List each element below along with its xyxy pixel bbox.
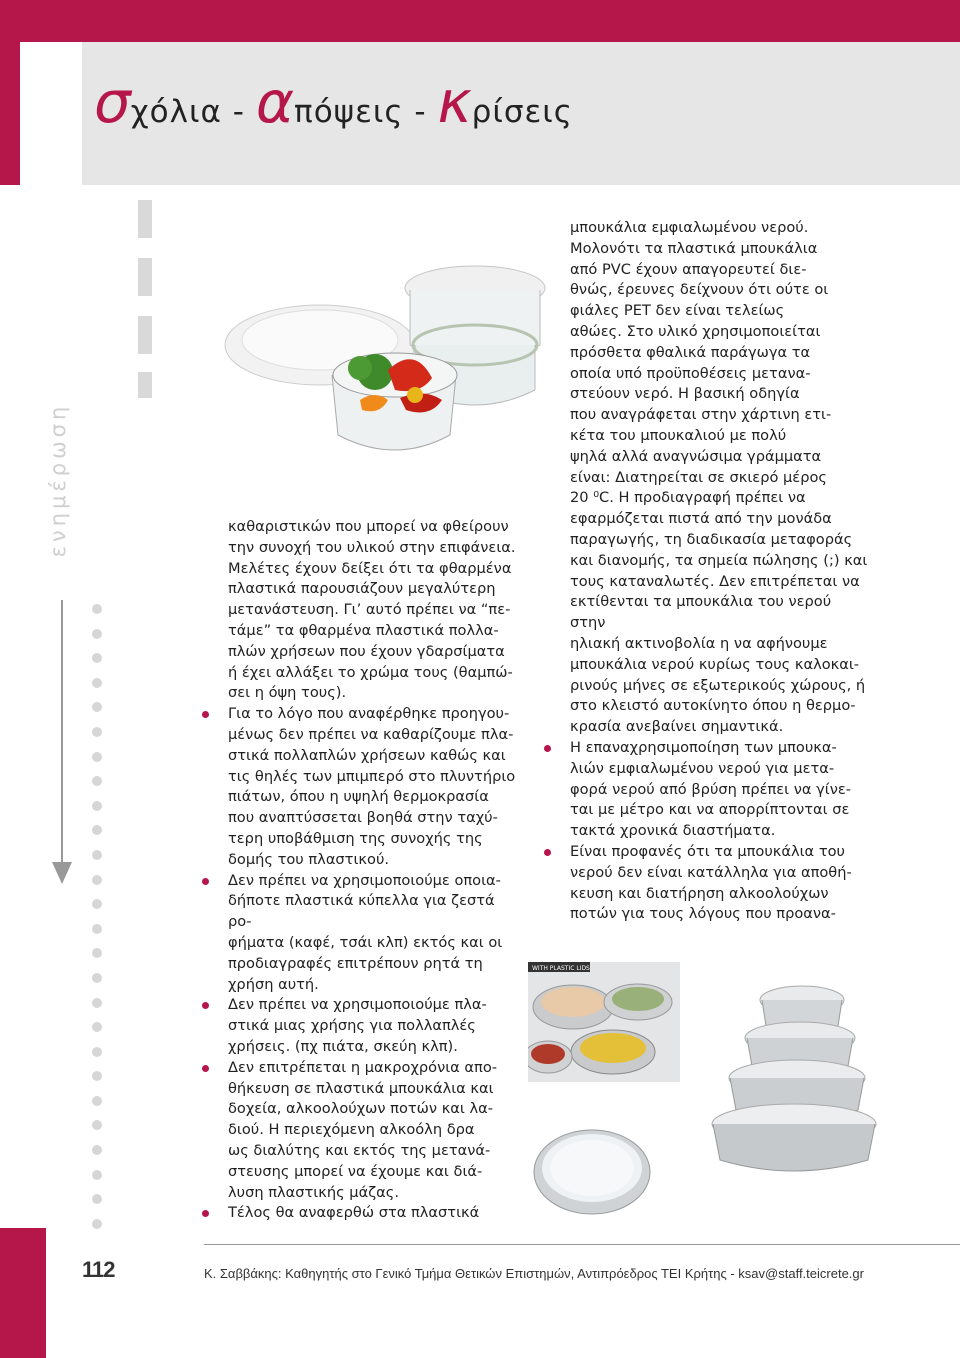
title-rest-3: ρίσεις [471,94,573,130]
bullet-icon [202,1210,209,1217]
text-line: στεύουν νερό. Η βασική οδηγία [570,385,800,403]
bullet-item [228,1203,520,1224]
text-line: στικά πολλαπλών χρήσεων καθώς και [228,746,506,764]
text-line: Μολονότι τα πλαστικά μπουκάλια [570,239,818,257]
decorative-dot [92,801,102,811]
top-accent-band [0,0,960,42]
right-bullet-list [570,738,870,925]
text-line: φορά νερού από βρύση πρέπει να γίνε- [570,780,852,798]
text-line: στο κλειστό αυτοκίνητο όπου η θερμο- [570,697,856,715]
decorative-dash [138,316,152,354]
down-arrow-line [61,600,63,868]
decorative-dot-column [92,604,118,1243]
text-line: την συνοχή του υλικού στην επιφάνεια. [228,538,516,556]
text-line: διού. Η περιεχόμενη αλκοόλη δρα [228,1121,475,1139]
page-title [94,68,573,136]
decorative-dot [92,850,102,860]
text-line: εκτίθενται τα μπουκάλια του νερού στην [570,593,832,632]
text-line: στευσης μπορεί να έχουμε και διά- [228,1162,483,1180]
text-line: τις θηλές των μπιμπερό στο πλυντήριο [228,767,516,785]
text-line: κρασία ανεβαίνει σημαντικά. [570,718,784,736]
text-line: δοχεία, αλκοολούχων ποτών και λα- [228,1100,494,1118]
text-line: από PVC έχουν απαγορευτεί διε- [570,260,807,278]
text-line: εφαρμόζεται πιστά από την μονάδα [570,510,832,528]
section-label-vertical: ενημέρωση [46,402,70,558]
text-line: καθαριστικών που μπορεί να φθείρουν [228,518,509,535]
text-line: Για το λόγο που αναφέρθηκε προηγου- [228,705,510,723]
text-line: Δεν πρέπει να χρησιμοποιούμε οποια- [228,871,501,889]
text-line: χρήσεις. (πχ πιάτα, σκεύη κλπ). [228,1037,458,1055]
footer-divider [204,1244,960,1245]
text-line: δομής του πλαστικού. [228,850,390,868]
steel-bowls-food-photo [528,962,680,1082]
footer-credit: Κ. Σαββάκης: Καθηγητής στο Γενικό Τμήμα Θετικών Επιστημών, Αντιπρόεδρος ΤΕΙ Κρήτης - ksav@staff.teicrete.gr [204,1266,864,1281]
text-line: Τέλος θα αναφερθώ στα πλαστικά [228,1204,480,1222]
bullet-icon [202,1065,209,1072]
text-line: τακτά χρονικά διαστήματα. [570,822,776,840]
decorative-dot [92,899,102,909]
text-line: πλών χρήσεων που έχουν γδαρσίματα [228,642,505,660]
decorative-dot [92,629,102,639]
text-line: ται με μέτρο και να απορρίπτονται σε [570,801,850,819]
bullet-item [228,871,520,996]
page-number: 112 [82,1257,115,1282]
left-accent-block [0,42,20,185]
text-line: φήματα (καφέ, τσάι κλπ) εκτός και οι [228,933,503,951]
text-line: προδιαγραφές επιτρέπουν ρητά τη [228,954,483,972]
text-line: χρήση αυτή. [228,975,319,993]
decorative-dot [92,825,102,835]
text-line: αθώες. Στο υλικό χρησιμοποιείται [570,322,821,340]
bullet-icon [544,745,551,752]
text-line: ρινούς μήνες σε εξωτερικούς χώρους, ή [570,676,866,694]
text-line: που αναγράφεται στην χάρτινη ετι- [570,406,832,424]
decorative-dot [92,1194,102,1204]
bullet-item [228,1058,520,1204]
text-line: Η επαναχρησιμοποίηση των μπουκα- [570,738,837,756]
text-line: Δεν πρέπει να χρησιμοποιούμε πλα- [228,996,487,1014]
text-line: ή έχει αλλάξει το χρώμα τους (θαμπώ- [228,663,513,681]
left-intro-paragraph [228,517,520,704]
bullet-icon [202,878,209,885]
text-line: οποία υπό προϋποθέσεις μετανα- [570,364,811,382]
text-line: νερού δεν είναι κατάλληλα για αποθή- [570,863,852,881]
decorative-dot [92,1120,102,1130]
bullet-item [570,842,870,925]
text-line: πρόσθετα φθαλικά παράγωγα τα [570,343,811,361]
bullet-item [228,995,520,1057]
text-line: κευση και διατήρηση αλκοολούχων [570,884,829,902]
text-line: πιάτων, όπου η υψηλή θερμοκρασία [228,788,489,806]
decorative-dot [92,998,102,1008]
decorative-dot [92,924,102,934]
text-line: μένως δεν πρέπει να καθαρίζουμε πλα- [228,725,514,743]
decorative-dot [92,653,102,663]
text-line: θήκευση σε πλαστικά μπουκάλια και [228,1079,494,1097]
title-initial-2: α [255,68,295,136]
title-initial-1: σ [94,68,131,136]
text-line: τερη υποβάθμιση της συνοχής της [228,829,483,847]
text-line: ως διαλύτης και εκτός της μετανά- [228,1141,491,1159]
bullet-icon [544,849,551,856]
text-line: μπουκάλια νερού κυρίως τους καλοκαι- [570,655,860,673]
text-line: 20 ⁰C. Η προδιαγραφή πρέπει να [570,489,806,507]
photo-label: WITH PLASTIC LIDS [532,965,590,972]
bullet-icon [202,1002,209,1009]
decorative-dot [92,1047,102,1057]
decorative-dot [92,1219,102,1229]
decorative-dot [92,948,102,958]
text-line: μπουκάλια εμφιαλωμένου νερού. [570,219,809,236]
text-line: λυση πλαστικής μάζας. [228,1183,399,1201]
right-text-column [570,218,870,925]
decorative-dot [92,1071,102,1081]
bullet-item [570,738,870,842]
text-line: Δεν επιτρέπεται η μακροχρόνια απο- [228,1058,498,1076]
text-line: Μελέτες έχουν δείξει ότι τα φθαρμένα [228,559,512,577]
text-line: τάμε” τα φθαρμένα πλαστικά πολλα- [228,621,499,639]
text-line: στικά μιας χρήσης για πολλαπλές [228,1017,476,1035]
text-line: παραγωγής, τη διαδικασία μεταφοράς [570,530,853,548]
decorative-dot [92,702,102,712]
text-line: σει η όψη τους). [228,684,347,702]
text-line: φιάλες PET δεν είναι τελείως [570,302,785,320]
text-line: πλαστικά παρουσιάζουν μεγαλύτερη [228,580,496,598]
decorative-dot [92,1145,102,1155]
down-arrow-icon [52,862,72,884]
bullet-icon [202,711,209,718]
title-rest-1: χόλια - [130,94,256,130]
text-line: ψηλά αλλά αναγνώσιμα γράμματα [570,447,822,465]
decorative-dash [138,372,152,398]
text-line: κέτα του μπουκαλιού με πολύ [570,426,787,444]
right-intro-paragraph [570,218,870,738]
glass-containers-photo [210,250,560,460]
text-line: δήποτε πλαστικά κύπελλα για ζεστά ρο- [228,892,495,931]
left-text-column [228,517,520,1224]
footer-accent-block [0,1228,46,1358]
text-line: λιών εμφιαλωμένου νερού για μετα- [570,759,835,777]
text-line: θνώς, έρευνες δείχνουν ότι ούτε οι [570,281,829,299]
text-line: ηλιακή ακτινοβολία η να αφήνουμε [570,634,828,652]
decorative-dot [92,752,102,762]
text-line: είναι: Διατηρείται σε σκιερό μέρος [570,468,827,486]
decorative-dot [92,1096,102,1106]
decorative-dot [92,776,102,786]
decorative-dash [138,258,152,296]
decorative-dot [92,678,102,688]
decorative-dot [92,727,102,737]
text-line: ποτών για τους λόγους που προανα- [570,905,836,923]
text-line: που αναπτύσσεται βοηθά στην ταχύ- [228,809,498,827]
text-line: μετανάστευση. Γι’ αυτό πρέπει να “πε- [228,601,511,619]
decorative-dot [92,973,102,983]
stacked-steel-bowls-photo [682,978,888,1196]
bullet-item [228,704,520,870]
decorative-dot [92,604,102,614]
text-line: τους καταναλωτές. Δεν επιτρέπεται να [570,572,860,590]
title-rest-2: πόψεις - [294,94,438,130]
decorative-dot [92,875,102,885]
text-line: και διανομής, τα σημεία πώλησης (;) και [570,551,868,569]
left-bullet-list [228,704,520,1224]
decorative-dot [92,1170,102,1180]
title-initial-3: κ [437,68,472,136]
decorative-dash [138,200,152,238]
decorative-dot [92,1022,102,1032]
text-line: Είναι προφανές ότι τα μπουκάλια του [570,842,845,860]
bowl-lid-photo [530,1122,654,1222]
